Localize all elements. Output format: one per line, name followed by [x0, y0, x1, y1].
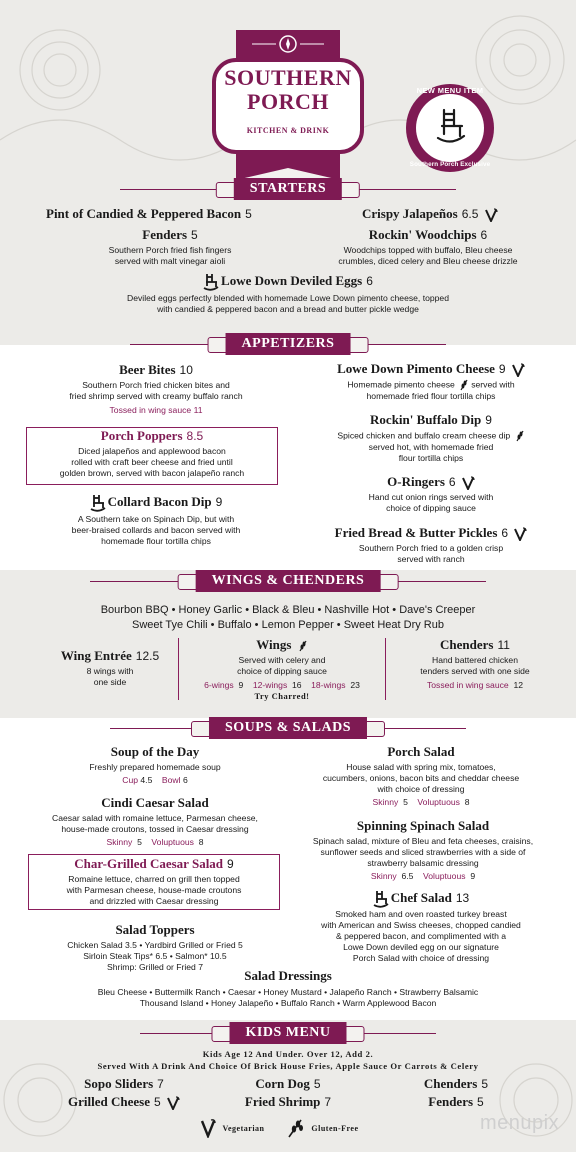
item-name: Grilled Cheese — [68, 1094, 151, 1109]
item-price: 11 — [497, 638, 510, 652]
menu-item-crispy-jalapenos — [362, 206, 498, 222]
item-name: Fried Bread & Butter Pickles — [334, 525, 498, 540]
item-desc: Hand cut onion rings served with — [368, 492, 494, 503]
item-name: Salad Dressings — [244, 968, 332, 983]
rocking-chair-icon — [203, 273, 219, 291]
item-name: Chenders — [440, 637, 494, 652]
option-price: 5 — [403, 797, 408, 807]
try-charred-note: Try Charred! — [254, 691, 310, 701]
item-price: 7 — [157, 1077, 164, 1091]
item-name: Beer Bites — [119, 362, 176, 377]
item-desc: with choice of dressing — [377, 784, 465, 794]
item-desc: with Parmesan cheese, house-made croutons — [66, 885, 242, 895]
kids-note — [0, 1048, 576, 1072]
item-desc: A Southern take on Spinach Dip, but with — [77, 514, 235, 525]
legend-label: Gluten-Free — [311, 1123, 359, 1133]
item-desc: tenders served with one side — [420, 666, 530, 676]
item-name: Lowe Down Pimento Cheese — [337, 361, 495, 376]
menu-item-spinning-spinach — [290, 818, 556, 882]
item-desc: Southern Porch fried chicken bites and — [82, 380, 230, 390]
topper-line: Chicken Salad 3.5 • Yardbird Grilled or Fried 5 — [67, 940, 243, 950]
item-desc: House salad with spring mix, tomatoes, — [346, 762, 496, 772]
kids-note-line: Served With A Drink And Choice Of Brick House Fries, Apple Sauce Or Carrots & Celery — [97, 1061, 479, 1071]
item-desc: homemade flour tortilla chips — [101, 536, 211, 547]
item-name: Fried Shrimp — [244, 1094, 321, 1109]
item-desc: Diced jalapeños and applewood bacon — [78, 446, 226, 456]
badge-top-text: NEW MENU ITEM — [416, 86, 484, 95]
item-desc: Homemade pimento cheese — [347, 379, 455, 390]
item-name: Char-Grilled Caesar Salad — [74, 856, 224, 871]
vegetarian-icon — [484, 208, 498, 222]
item-price: 5 — [245, 207, 252, 221]
wing-sauces — [0, 603, 576, 633]
item-name: Sopo Sliders — [84, 1076, 154, 1091]
item-desc: flour tortilla chips — [398, 453, 464, 463]
gluten-free-icon — [287, 1118, 305, 1138]
item-price: 5 — [481, 1077, 489, 1091]
item-name: Rockin' Buffalo Dip — [370, 412, 482, 427]
item-price: 13 — [455, 891, 470, 905]
option-label: Bowl — [161, 775, 181, 785]
option-price: 6.5 — [401, 871, 414, 881]
item-price: 9 — [227, 857, 234, 871]
item-name: Corn Dog — [255, 1076, 310, 1091]
item-name: Wing Entrée — [60, 648, 132, 663]
item-name: Collard Bacon Dip — [107, 494, 212, 509]
option-label: Cup — [122, 775, 139, 785]
menu-item-o-ringers — [300, 474, 562, 514]
item-desc: choice of dipping sauce — [237, 666, 327, 676]
item-name: Chef Salad — [390, 890, 452, 905]
vegetarian-icon — [511, 363, 525, 377]
item-price: 8.5 — [186, 429, 204, 443]
item-desc: & peppered bacon, and complimented with a — [335, 931, 507, 942]
item-desc: sunflower seeds and sliced strawberries with a side of — [320, 847, 526, 857]
item-price: 9 — [215, 495, 223, 509]
item-price: 7 — [324, 1095, 332, 1109]
item-desc: Porch Salad with choice of dressing — [352, 953, 490, 964]
section-title: KIDS MENU — [229, 1022, 346, 1044]
option-label: Skinny — [370, 871, 397, 881]
item-desc: with American and Swiss cheeses, chopped candied — [321, 920, 521, 931]
item-option: Tossed in wing sauce — [426, 680, 509, 690]
item-name: Fenders — [142, 227, 188, 242]
divider — [178, 638, 179, 700]
option-label: Voluptuous — [151, 837, 194, 847]
section-title: APPETIZERS — [226, 333, 351, 355]
option-label: 6-wings — [204, 680, 234, 690]
kids-column-1 — [64, 1075, 184, 1111]
menu-item-porch-poppers — [26, 428, 278, 479]
kids-banner — [229, 1022, 346, 1044]
rocking-chair-icon — [373, 890, 389, 908]
logo-tagline: KITCHEN & DRINK — [246, 126, 330, 135]
item-price: 12.5 — [135, 649, 160, 663]
wings-banner — [196, 570, 381, 592]
item-price: 5 — [154, 1095, 161, 1109]
item-name: Wings — [256, 637, 292, 652]
wing-options — [182, 679, 382, 691]
item-name: Porch Poppers — [100, 428, 183, 443]
item-desc: strawberry balsamic dressing — [367, 858, 479, 868]
menu-item-rockin-woodchips — [300, 227, 556, 267]
item-name: O-Ringers — [387, 474, 445, 489]
option-price: 8 — [198, 837, 204, 847]
rocking-chair-icon — [90, 494, 106, 512]
vegetarian-icon — [461, 476, 475, 490]
item-desc: Served with celery and — [238, 655, 326, 665]
menu-item-deviled-eggs — [60, 273, 516, 315]
logo-line1: SOUTHERN — [224, 65, 352, 90]
item-desc: golden brown, served with bacon jalapeño ranch — [59, 468, 245, 478]
item-desc: beer-braised collards and bacon served with — [71, 525, 241, 536]
item-desc: and drizzled with Caesar dressing — [89, 896, 219, 906]
item-price: 9 — [498, 362, 506, 376]
item-desc: Lowe Down deviled egg on our signature — [343, 942, 499, 953]
gluten-free-icon — [515, 430, 525, 442]
dressing-line: Bleu Cheese • Buttermilk Ranch • Caesar • Honey Mustard • Jalapeño Ranch • Strawberry Balsamic — [97, 987, 479, 997]
dietary-legend — [200, 1118, 359, 1138]
item-price: 5 — [477, 1095, 484, 1109]
item-option: Tossed in wing sauce 11 — [109, 405, 203, 415]
sauce-list: Sweet Tye Chili • Buffalo • Lemon Pepper • Sweet Heat Dry Rub — [132, 619, 444, 631]
option-label: 12-wings — [252, 680, 288, 690]
menu-item-buffalo-dip — [300, 412, 562, 464]
item-name: Porch Salad — [387, 744, 455, 759]
legend-label: Vegetarian — [222, 1123, 265, 1133]
item-name: Lowe Down Deviled Eggs — [221, 273, 363, 288]
item-price: 6 — [448, 475, 456, 489]
item-desc: served with malt vinegar aioli — [114, 256, 226, 266]
item-desc: Hand battered chicken — [432, 655, 518, 665]
appetizers-banner — [226, 333, 351, 355]
salad-toppers — [30, 922, 280, 973]
item-name: Pint of Candied & Peppered Bacon — [46, 206, 242, 221]
option-price: 9 — [470, 871, 476, 881]
option-label: Skinny — [106, 837, 133, 847]
watermark: menupix — [480, 1112, 560, 1134]
option-price: 6 — [182, 775, 188, 785]
item-desc: cucumbers, onions, bacon bits and cheddar cheese — [322, 773, 520, 783]
item-desc: Woodchips topped with buffalo, Bleu cheese — [343, 245, 513, 255]
item-price: 6 — [501, 526, 509, 540]
item-desc: served hot, with homemade fried — [368, 442, 494, 452]
gluten-free-icon — [459, 379, 469, 391]
item-name: Crispy Jalapeños — [362, 206, 458, 221]
option-price: 12 — [513, 680, 524, 690]
item-desc: served with — [471, 379, 515, 390]
kids-column-3 — [396, 1075, 516, 1111]
item-desc: Southern Porch fried to a golden crisp — [358, 543, 504, 554]
item-desc: choice of dipping sauce — [386, 503, 476, 514]
item-desc: Spiced chicken and buffalo cream cheese dip — [337, 430, 511, 441]
dressing-line: Thousand Island • Honey Jalapeño • Buffalo Ranch • Warm Applewood Bacon — [139, 998, 437, 1008]
item-price: 10 — [179, 363, 193, 377]
menu-item-chef-salad — [296, 890, 546, 964]
logo-line2: PORCH — [247, 89, 329, 114]
option-label: Voluptuous — [423, 871, 466, 881]
menu-item-cindi-caesar — [30, 795, 280, 848]
item-desc: house-made croutons, tossed in Caesar dressing — [61, 824, 249, 834]
item-price: 5 — [313, 1077, 321, 1091]
section-title: STARTERS — [234, 178, 342, 200]
item-desc: Smoked ham and oven roasted turkey breast — [335, 909, 507, 920]
option-price: 4.5 — [140, 775, 153, 785]
item-desc: Southern Porch fried fish fingers — [108, 245, 232, 255]
option-label: Voluptuous — [417, 797, 460, 807]
item-desc: Spinach salad, mixture of Bleu and feta cheeses, craisins, — [312, 836, 534, 846]
kids-note-line: Kids Age 12 And Under. Over 12, Add 2. — [202, 1049, 374, 1059]
item-price: 6 — [366, 274, 373, 288]
option-price: 23 — [350, 680, 360, 690]
option-price: 5 — [137, 837, 142, 847]
item-desc: rolled with craft beer cheese and fried until — [71, 457, 233, 467]
item-desc: Romaine lettuce, charred on grill then topped — [68, 874, 240, 884]
section-title: SOUPS & SALADS — [209, 717, 367, 739]
badge-bottom-text: Southern Porch Exclusive — [409, 161, 491, 168]
item-desc: 8 wings with — [86, 666, 134, 676]
item-desc: one side — [93, 677, 127, 687]
item-desc: crumbles, diced celery and Bleu cheese drizzle — [338, 256, 518, 266]
topper-line: Shrimp: Grilled or Fried 7 — [107, 962, 203, 972]
menu-item-candied-bacon — [46, 206, 252, 222]
option-label: 18-wings — [311, 680, 346, 690]
item-desc: Freshly prepared homemade soup — [89, 762, 221, 772]
item-name: Fenders — [428, 1094, 474, 1109]
new-item-badge — [406, 84, 494, 172]
menu-item-wings — [182, 637, 382, 701]
menu-item-soup-of-day — [40, 744, 270, 786]
starters-banner — [234, 178, 342, 200]
item-price: 5 — [191, 228, 198, 242]
item-price: 6 — [480, 228, 488, 242]
item-name: Salad Toppers — [115, 922, 195, 937]
menu-item-chargrilled-caesar — [28, 856, 280, 907]
item-desc: with candied & peppered bacon and a bread and butter pickle wedge — [157, 304, 419, 315]
item-name: Rockin' Woodchips — [368, 227, 477, 242]
option-label: Skinny — [372, 797, 399, 807]
item-desc: fried shrimp served with creamy buffalo ranch — [69, 391, 243, 401]
vegetarian-icon — [513, 527, 527, 541]
item-name: Chenders — [423, 1076, 478, 1091]
menu-item-wing-entree — [50, 648, 170, 688]
restaurant-logo — [212, 30, 364, 184]
item-desc: homemade fried flour tortilla chips — [366, 391, 496, 402]
option-price: 8 — [464, 797, 470, 807]
item-desc: served with ranch — [397, 554, 465, 565]
soups-banner — [209, 717, 367, 739]
salad-dressings — [20, 968, 556, 1009]
menu-item-chenders — [390, 637, 560, 691]
menu-item-fenders — [60, 227, 280, 267]
item-price: 6.5 — [461, 207, 479, 221]
option-price: 16 — [292, 680, 302, 690]
menu-item-fried-pickles — [300, 525, 562, 565]
item-name: Soup of the Day — [110, 744, 200, 759]
menu-item-beer-bites — [40, 362, 272, 416]
item-price: 9 — [485, 413, 492, 427]
vegetarian-icon — [200, 1118, 216, 1138]
topper-line: Sirloin Steak Tips* 6.5 • Salmon* 10.5 — [83, 951, 227, 961]
menu-item-collard-dip — [40, 494, 272, 547]
vegetarian-icon — [166, 1096, 180, 1110]
item-name: Cindi Caesar Salad — [101, 795, 209, 810]
kids-column-2 — [228, 1075, 348, 1111]
menu-item-porch-salad — [296, 744, 546, 808]
sauce-list: Bourbon BBQ • Honey Garlic • Black & Bleu • Nashville Hot • Dave's Creeper — [100, 604, 476, 616]
item-desc: Deviled eggs perfectly blended with homemade Lowe Down pimento cheese, topped — [127, 293, 449, 304]
gluten-free-icon — [298, 640, 308, 652]
item-name: Spinning Spinach Salad — [356, 818, 490, 833]
option-price: 9 — [238, 680, 244, 690]
section-title: WINGS & CHENDERS — [196, 570, 381, 592]
rocking-chair-icon — [436, 108, 466, 146]
divider — [385, 638, 386, 700]
menu-item-pimento-cheese — [300, 361, 562, 402]
item-desc: Caesar salad with romaine lettuce, Parmesan cheese, — [52, 813, 258, 823]
